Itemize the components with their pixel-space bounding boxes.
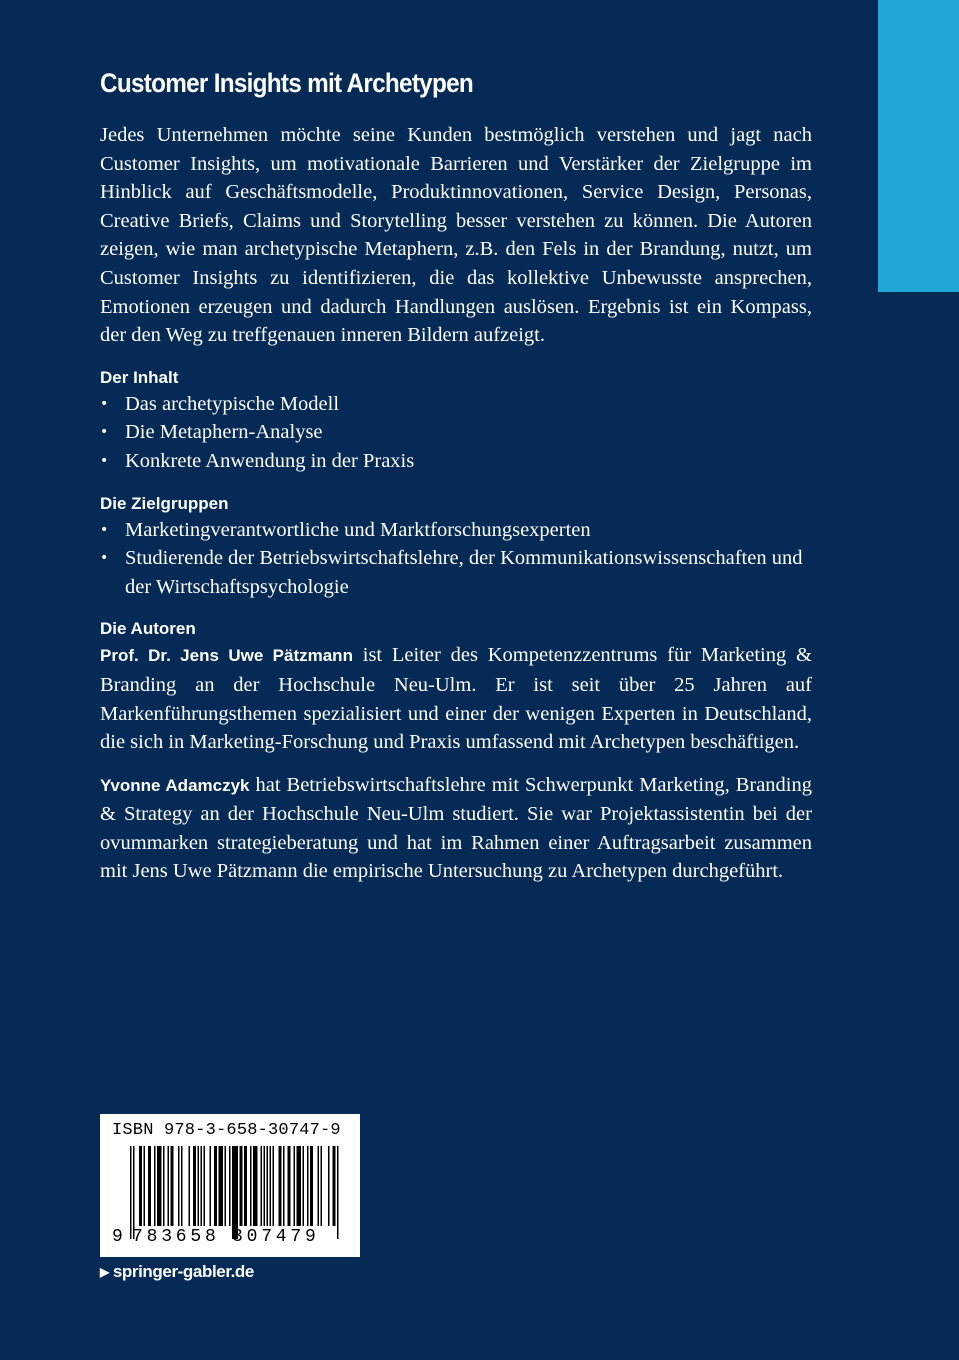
barcode-bar <box>321 1146 323 1226</box>
list-item: • Konkrete Anwendung in der Praxis <box>100 447 812 476</box>
author-name: Prof. Dr. Jens Uwe Pätzmann <box>100 646 353 666</box>
intro-paragraph: Jedes Unternehmen möchte seine Kunden bestmöglich verstehen und jagt nach Customer Insights, um motivationale Barrieren und Verstärker der Zielgruppe im Hinblick auf Geschäftsmodelle, Produktinnovationen, Service Design, Personas, Creative Briefs, Claims und Storytelling besser verstehen zu können. Die Autoren zeigen, wie man archetypische Metaphern, z.B. den Fels in der Brandung, nutzt, um Customer Insights zu identifizieren, die das kollektive Unbewusste ansprechen, Emotionen erzeugen und dadurch Handlungen auslösen. Ergebnis ist ein Kompass, der den Weg zu treffgenauen inneren Bildern aufzeigt. <box>100 124 812 347</box>
barcode-bar <box>297 1146 302 1226</box>
section-heading-zielgruppen: Die Zielgruppen <box>100 493 229 513</box>
barcode-bar <box>328 1146 330 1226</box>
barcode-bar <box>232 1146 238 1239</box>
back-cover-text <box>100 68 812 886</box>
barcode-bar <box>318 1146 320 1226</box>
barcode-bar <box>219 1146 224 1226</box>
barcode-bar <box>267 1146 269 1226</box>
barcode-bar <box>198 1146 200 1226</box>
list-item: • Marketingverantwortliche und Marktforschungsexperten <box>100 516 812 545</box>
barcode-bar <box>181 1146 183 1226</box>
ean-lead-digit: 9 <box>112 1227 123 1247</box>
ean-group-2: 307479 <box>232 1227 320 1247</box>
barcode-bar <box>288 1146 291 1226</box>
ean-group-1: 783658 <box>132 1227 220 1247</box>
author-bio-1 <box>100 641 812 756</box>
barcode-bar <box>178 1146 180 1226</box>
section-heading-inhalt: Der Inhalt <box>100 367 179 387</box>
website-link[interactable]: springer-gabler.de <box>112 1262 254 1281</box>
barcode-bar <box>193 1146 196 1226</box>
inhalt-list <box>100 390 812 476</box>
barcode-bar <box>294 1146 296 1226</box>
barcode-bar <box>283 1146 285 1226</box>
author-bio-text: ist Leiter des Kompetenzzentrums für Marketing & Branding an der Hochschule Neu-Ulm. Er ist seit über 25 Jahren auf Markenführungsthemen spezialisiert und einer der wenigen Experten in Deutschland, die sich in Marketing-Forschung und Praxis umfassend mit Archetypen beschäftigen. <box>100 644 812 754</box>
list-item: • Die Metaphern-Analyse <box>100 418 812 447</box>
barcode-bar <box>273 1146 275 1226</box>
barcode-bar <box>139 1146 142 1226</box>
barcode-bar <box>261 1146 263 1226</box>
accent-bar <box>878 0 959 292</box>
section-autoren <box>100 617 812 886</box>
barcode-bar <box>310 1146 313 1226</box>
list-item: • Das archetypische Modell <box>100 390 812 419</box>
barcode-bar <box>337 1146 339 1239</box>
barcode-bar <box>250 1146 252 1226</box>
isbn-label: ISBN 978-3-658-30747-9 <box>112 1121 341 1140</box>
author-bio-2 <box>100 771 812 886</box>
section-zielgruppen <box>100 492 812 602</box>
barcode-bar <box>279 1146 282 1226</box>
barcode-bar <box>333 1146 336 1226</box>
barcode-bar <box>214 1146 217 1226</box>
barcode-bar <box>168 1146 170 1226</box>
barcode-bar <box>163 1146 165 1226</box>
barcode-bar <box>133 1146 135 1239</box>
list-item: • Studierende der Betriebswirtschaftslehre, der Kommunikationswissenschaften und der Wirtschaftspsychologie <box>100 544 812 601</box>
barcode-bar <box>171 1146 174 1226</box>
barcode-bar <box>229 1146 231 1226</box>
barcode-bar <box>201 1146 203 1226</box>
play-arrow-icon: ▶ <box>100 1265 109 1279</box>
barcode-bar <box>307 1146 309 1226</box>
section-heading-autoren: Die Autoren <box>100 619 196 639</box>
zielgruppen-list <box>100 516 812 602</box>
barcode-bar <box>253 1146 258 1226</box>
barcode-bar <box>148 1146 151 1226</box>
barcode-bar <box>270 1146 272 1226</box>
isbn-barcode <box>100 1114 360 1257</box>
barcode-bar <box>130 1146 132 1239</box>
barcode-bar <box>240 1146 243 1226</box>
barcode-bar <box>154 1146 156 1226</box>
barcode-bar <box>204 1146 206 1226</box>
publisher-website[interactable] <box>100 1262 254 1282</box>
barcode-bar <box>303 1146 305 1226</box>
barcode-bar <box>244 1146 247 1226</box>
book-title: Customer Insights mit Archetypen <box>100 68 474 98</box>
barcode-bar <box>189 1146 191 1226</box>
barcode-bar <box>264 1146 266 1226</box>
barcode-bar <box>210 1146 212 1226</box>
barcode-bar <box>157 1146 162 1226</box>
barcode-bar <box>144 1146 146 1226</box>
barcode-bar <box>225 1146 227 1226</box>
author-bio-text: hat Betriebswirtschaftslehre mit Schwerpunkt Marketing, Branding & Strategy an der Hochschule Neu-Ulm studiert. Sie war Projektassistentin bei der ovummarken strategieberatung und hat im Rahmen einer Auftragsarbeit zusammen mit Jens Uwe Pätzmann die empirische Untersuchung zu Archetypen durchgeführt. <box>100 773 812 883</box>
section-inhalt <box>100 366 812 476</box>
author-name: Yvonne Adamczyk <box>100 775 250 795</box>
